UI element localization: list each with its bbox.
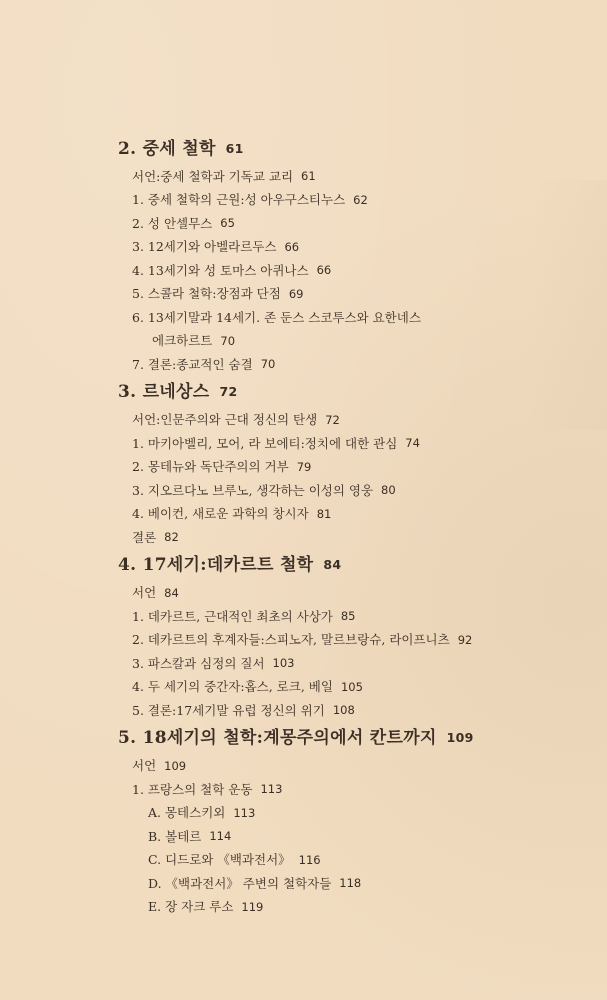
- toc-title: 4. 두 세기의 중간자:홉스, 로크, 베일: [132, 679, 333, 694]
- toc-entry: [118, 409, 578, 433]
- toc-chapter-heading: [118, 723, 578, 755]
- toc-title: 7. 결론:종교적인 숨결: [132, 356, 253, 372]
- toc-entry: [118, 582, 578, 606]
- toc-entry: [118, 236, 578, 260]
- table-of-contents: [118, 133, 578, 919]
- toc-title: 2. 중세 철학: [118, 138, 216, 159]
- toc-page-number: 74: [405, 436, 420, 450]
- toc-page-number: 61: [301, 169, 316, 183]
- toc-page-number: 69: [288, 286, 304, 301]
- toc-title: 에크하르트: [152, 333, 213, 348]
- toc-page-number: 65: [220, 216, 235, 230]
- toc-page-number: 108: [332, 703, 355, 717]
- toc-subentry: [118, 825, 578, 849]
- toc-page-number: 66: [284, 239, 300, 254]
- toc-page-number: 72: [219, 384, 238, 400]
- toc-title: 5. 18세기의 철학:계몽주의에서 칸트까지: [118, 728, 437, 748]
- toc-entry: [118, 353, 578, 377]
- toc-title: 4. 13세기와 성 토마스 아퀴나스: [132, 262, 309, 278]
- toc-title: E. 장 자크 루소: [148, 899, 234, 914]
- toc-page-number: 103: [272, 656, 295, 670]
- toc-title: 2. 데카르트의 후계자들:스피노자, 말르브랑슈, 라이프니츠: [132, 632, 450, 647]
- toc-title: 서언: [132, 585, 157, 600]
- toc-entry: [118, 503, 578, 527]
- toc-title: 서언: [132, 758, 157, 773]
- toc-title: 결론: [132, 529, 157, 545]
- toc-entry: [118, 479, 578, 503]
- toc-page-number: 92: [457, 632, 473, 647]
- toc-entry: [118, 259, 578, 283]
- toc-title: A. 몽테스키외: [148, 805, 226, 820]
- toc-entry: [118, 306, 578, 330]
- toc-chapter-heading: [118, 133, 578, 165]
- toc-page-number: 72: [325, 412, 340, 427]
- toc-title: 1. 마키아벨리, 모어, 라 보에티:정치에 대한 관심: [132, 435, 398, 451]
- toc-title: D. 《백과전서》 주변의 철학자들: [148, 875, 332, 891]
- toc-page-number: 85: [340, 609, 356, 623]
- toc-title: 2. 성 안셀무스: [132, 215, 213, 231]
- toc-page-number: 118: [339, 876, 362, 890]
- toc-page-number: 109: [164, 758, 187, 773]
- toc-entry: [118, 652, 578, 676]
- toc-title: 서언:인문주의와 근대 정신의 탄생: [132, 412, 318, 427]
- toc-page-number: 62: [353, 192, 368, 207]
- toc-title: 3. 파스칼과 심정의 질서: [132, 655, 265, 671]
- toc-title: 1. 데카르트, 근대적인 최초의 사상가: [132, 608, 333, 624]
- toc-subentry: [118, 872, 578, 896]
- toc-page-number: 61: [225, 140, 244, 156]
- toc-title: 4. 17세기:데카르트 철학: [118, 555, 314, 575]
- toc-entry: [118, 699, 578, 723]
- toc-page-number: 105: [340, 679, 363, 694]
- toc-entry: [118, 605, 578, 629]
- toc-page-number: 84: [323, 557, 342, 573]
- toc-subentry: [118, 849, 578, 873]
- toc-chapter-heading: [118, 550, 578, 582]
- toc-entry: [118, 526, 578, 550]
- toc-title: 서언:중세 철학과 기독교 교리: [132, 168, 294, 184]
- toc-title: 5. 스콜라 철학:장점과 단점: [132, 286, 281, 301]
- toc-entry: [118, 676, 578, 700]
- toc-page-number: 70: [260, 357, 276, 371]
- toc-subentry: [118, 896, 578, 920]
- toc-title: 1. 중세 철학의 근원:성 아우구스티누스: [132, 192, 346, 207]
- toc-entry: [118, 432, 578, 456]
- toc-title: 1. 프랑스의 철학 운동: [132, 781, 253, 797]
- toc-title: 2. 몽테뉴와 독단주의의 거부: [132, 459, 289, 474]
- toc-entry: [118, 456, 578, 480]
- toc-page-number: 82: [164, 530, 179, 544]
- toc-page-number: 119: [241, 899, 264, 914]
- toc-page-number: 66: [316, 263, 332, 277]
- toc-entry: [118, 189, 578, 213]
- toc-title: 5. 결론:17세기말 유럽 정신의 위기: [132, 702, 325, 718]
- toc-chapter-heading: [118, 377, 578, 409]
- toc-title: 4. 베이컨, 새로운 과학의 창시자: [132, 506, 309, 521]
- toc-page-number: 79: [296, 459, 312, 474]
- toc-title: 6. 13세기말과 14세기. 존 둔스 스코투스와 요한네스: [132, 309, 421, 325]
- toc-title: C. 디드로와 《백과전서》: [148, 852, 291, 867]
- toc-page-number: 114: [209, 829, 232, 843]
- toc-title: 3. 르네상스: [118, 382, 210, 402]
- toc-page-number: 84: [164, 585, 179, 600]
- toc-title: B. 볼테르: [148, 828, 202, 844]
- toc-page-number: 70: [220, 333, 236, 348]
- toc-page-number: 80: [381, 483, 396, 497]
- toc-title: 3. 지오르다노 브루노, 생각하는 이성의 영웅: [132, 482, 374, 498]
- toc-page-number: 116: [298, 852, 321, 867]
- toc-entry: [118, 629, 578, 653]
- toc-page-number: 109: [446, 730, 474, 746]
- toc-entry: [118, 778, 578, 802]
- toc-entry: [118, 755, 578, 779]
- toc-page-number: 113: [233, 805, 256, 820]
- toc-entry: [118, 283, 578, 307]
- toc-subentry: [118, 802, 578, 826]
- toc-page-number: 113: [260, 782, 283, 796]
- toc-entry: [118, 212, 578, 236]
- toc-title: 3. 12세기와 아벨라르두스: [132, 239, 277, 254]
- toc-entry-continuation: [118, 330, 578, 354]
- toc-entry: [118, 165, 578, 189]
- toc-page-number: 81: [316, 506, 332, 521]
